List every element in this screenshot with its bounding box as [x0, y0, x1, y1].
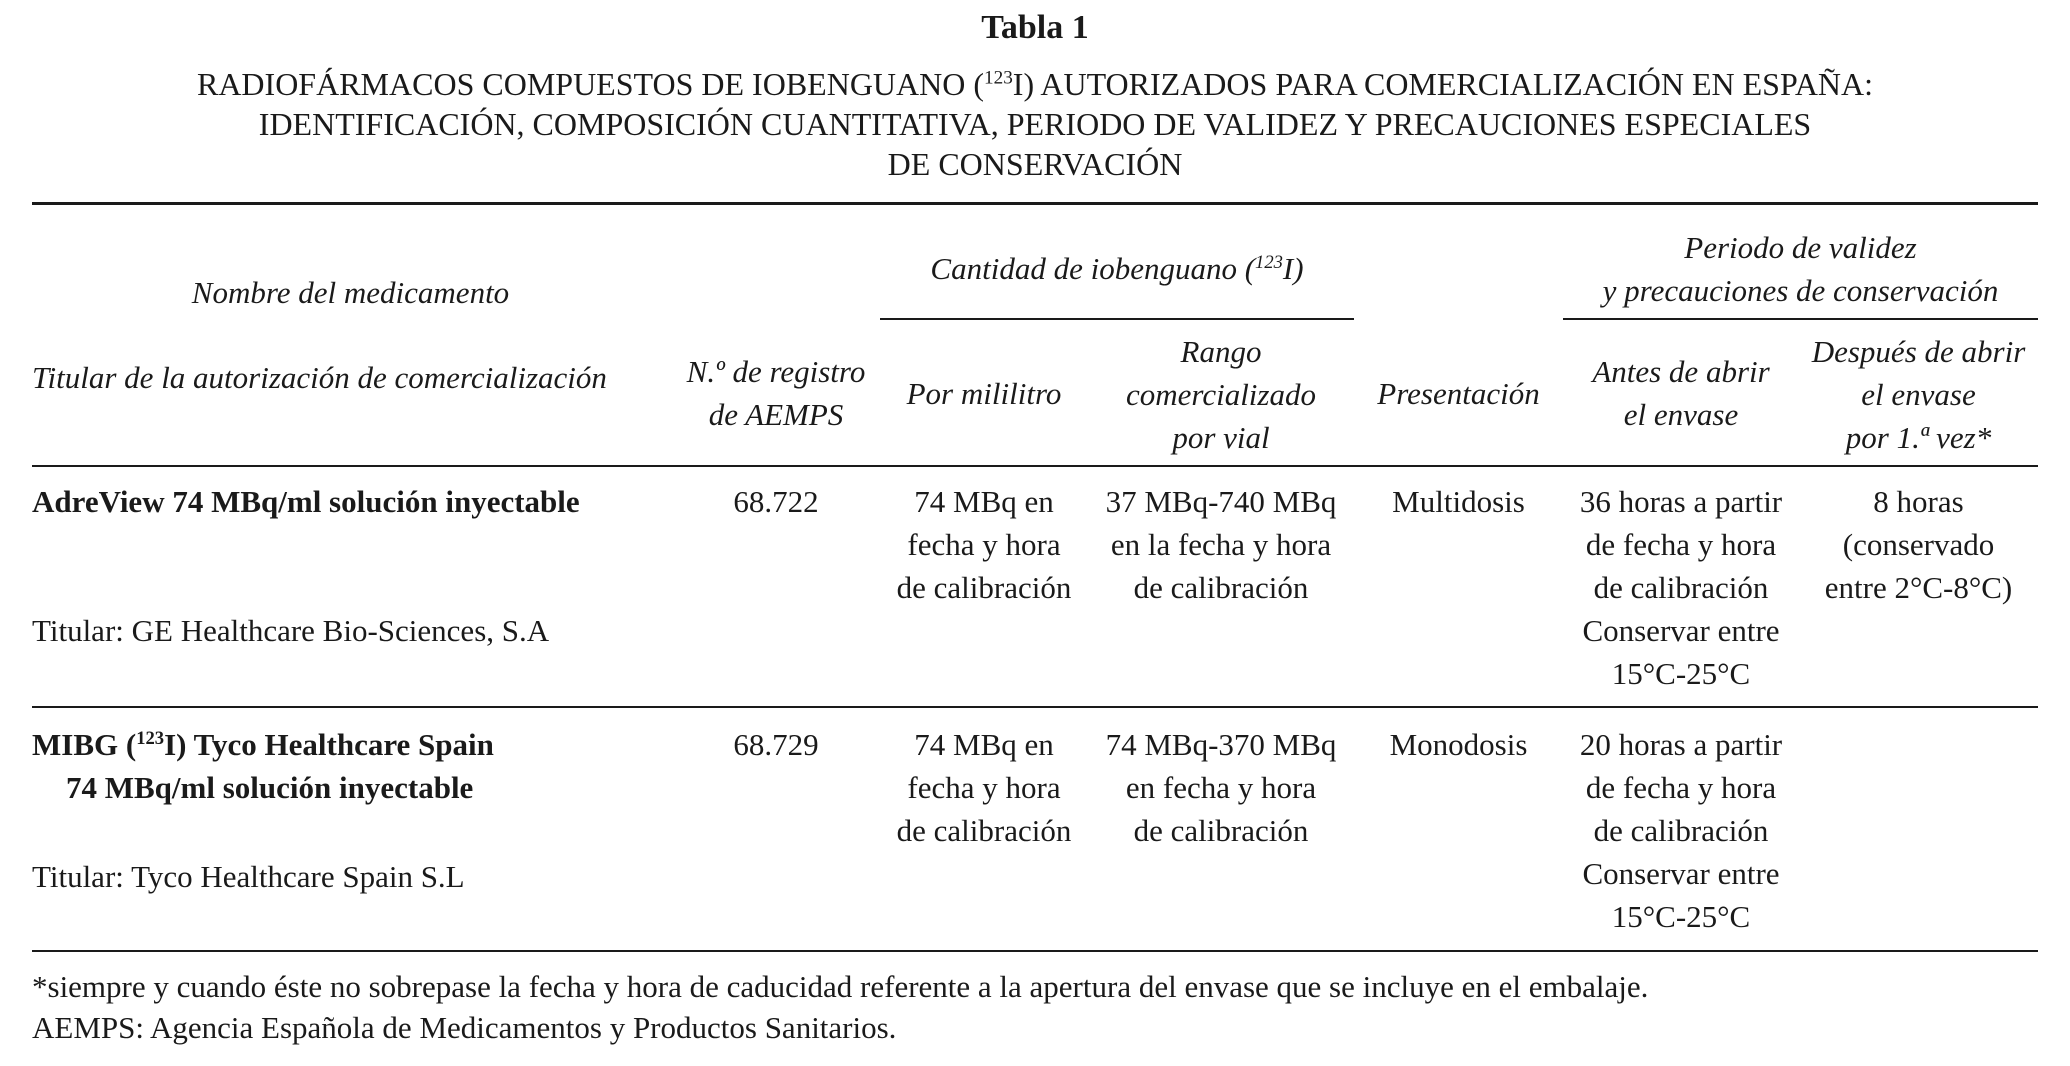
- row-2-antes-line-3: de calibración: [1593, 813, 1769, 848]
- table-bottom-rule: [32, 950, 2038, 952]
- header-presentacion: Presentación: [1377, 376, 1540, 411]
- row-1-por-ml: [880, 480, 1088, 609]
- header-rango-line-1: Rango: [1180, 334, 1262, 369]
- row-1-despues-line-1: 8 horas: [1873, 484, 1964, 519]
- row-1-por-ml-line-1: 74 MBq en: [914, 484, 1054, 519]
- row-2-rango-line-2: en fecha y hora: [1125, 770, 1317, 805]
- header-despues-line-3: por 1.ª vez*: [1845, 420, 1992, 455]
- row-2-por-ml: [880, 723, 1088, 852]
- header-rango-line-3: por vial: [1172, 420, 1270, 455]
- row-1-antes: [1563, 480, 1799, 695]
- row-1-antes-line-3: de calibración: [1593, 570, 1769, 605]
- header-despues-line-1: Después de abrir: [1811, 334, 2026, 369]
- header-validez-line-2: y precauciones de conservación: [1602, 273, 1999, 308]
- row-2-por-ml-line-3: de calibración: [896, 813, 1072, 848]
- row-1-rango: [1088, 480, 1354, 609]
- row-2-registro: 68.729: [733, 727, 819, 762]
- header-validez-group: [1563, 226, 2038, 312]
- row-1-antes-line-4: Conservar entre: [1582, 613, 1780, 648]
- header-rango: [1088, 330, 1354, 459]
- subtitle-line-2: IDENTIFICACIÓN, COMPOSICIÓN CUANTITATIVA, PERIODO DE VALIDEZ Y PRECAUCIONES ESPECIALES: [258, 106, 1812, 142]
- row-2-nombre-line-2: 74 MBq/ml solución inyectable: [66, 770, 474, 805]
- header-nombre: Nombre del medicamento: [191, 275, 510, 310]
- header-despues: [1799, 330, 2038, 459]
- header-registro-line-2: de AEMPS: [708, 397, 844, 432]
- row-2-antes-line-1: 20 horas a partir: [1579, 727, 1783, 762]
- header-por-ml: Por mililitro: [906, 376, 1062, 411]
- header-antes: [1563, 350, 1799, 436]
- cantidad-group-rule: [880, 318, 1354, 320]
- subtitle-line-3: DE CONSERVACIÓN: [887, 146, 1183, 182]
- header-bottom-rule: [32, 465, 2038, 467]
- header-antes-line-2: el envase: [1623, 397, 1739, 432]
- row-1-por-ml-line-2: fecha y hora: [907, 527, 1061, 562]
- row-1-despues: [1799, 480, 2038, 609]
- row-2-titular: Titular: Tyco Healthcare Spain S.L: [32, 859, 465, 894]
- row-2-nombre: [32, 723, 672, 809]
- header-registro-line-1: N.º de registro: [686, 354, 866, 389]
- row-2-rango-line-3: de calibración: [1133, 813, 1309, 848]
- row-1-registro: 68.722: [733, 484, 819, 519]
- header-validez-line-1: Periodo de validez: [1684, 230, 1917, 265]
- row-1-rango-line-1: 37 MBq-740 MBq: [1105, 484, 1337, 519]
- table-title: Tabla 1: [981, 9, 1089, 46]
- row-2-antes-line-2: de fecha y hora: [1585, 770, 1777, 805]
- row-1-titular: Titular: GE Healthcare Bio-Sciences, S.A: [32, 613, 550, 648]
- header-rango-line-2: comercializado: [1126, 377, 1316, 412]
- row-2-rango: [1088, 723, 1354, 852]
- header-registro: [672, 350, 880, 436]
- row-1-nombre: [32, 480, 672, 523]
- row-2-presentacion: Monodosis: [1389, 727, 1528, 762]
- row-2-por-ml-line-1: 74 MBq en: [914, 727, 1054, 762]
- table-subtitle: [0, 64, 2070, 184]
- footnote-1: *siempre y cuando éste no sobrepase la fecha y hora de caducidad referente a la apertura del envase que se incluye en el embalaje.: [32, 969, 1649, 1004]
- row-1-antes-line-5: 15°C-25°C: [1611, 656, 1751, 691]
- row-2-antes-line-5: 15°C-25°C: [1611, 899, 1751, 934]
- table-top-rule: [32, 202, 2038, 205]
- row-1-nombre-line-1: AdreView 74 MBq/ml solución inyectable: [32, 484, 580, 519]
- row-1-antes-line-2: de fecha y hora: [1585, 527, 1777, 562]
- validez-group-rule: [1563, 318, 2038, 320]
- row-1-despues-line-3: entre 2°C-8°C): [1824, 570, 2013, 605]
- row-1-por-ml-line-3: de calibración: [896, 570, 1072, 605]
- subtitle-line-1: RADIOFÁRMACOS COMPUESTOS DE IOBENGUANO ($^{123}$I) AUTORIZADOS PARA COMERCIALIZACIÓN EN ESPAÑA:: [196, 66, 1874, 102]
- header-antes-line-1: Antes de abrir: [1592, 354, 1770, 389]
- header-titular: Titular de la autorización de comercialización: [32, 360, 607, 395]
- header-cantidad-group: Cantidad de iobenguano ($^{123}$I): [930, 251, 1304, 286]
- row-1-antes-line-1: 36 horas a partir: [1579, 484, 1783, 519]
- row-1-presentacion: Multidosis: [1392, 484, 1525, 519]
- row-2-nombre-line-1: MIBG ($^{123}$I) Tyco Healthcare Spain: [32, 727, 494, 762]
- row-1-despues-line-2: (conservado: [1842, 527, 1995, 562]
- row-2-antes-line-4: Conservar entre: [1582, 856, 1780, 891]
- header-despues-line-2: el envase: [1861, 377, 1976, 412]
- table-footnotes: [32, 966, 1648, 1048]
- row-2-por-ml-line-2: fecha y hora: [907, 770, 1061, 805]
- footnote-2: AEMPS: Agencia Española de Medicamentos y Productos Sanitarios.: [32, 1010, 897, 1045]
- row-1-rango-line-3: de calibración: [1133, 570, 1309, 605]
- row-separator-rule: [32, 706, 2038, 708]
- row-1-rango-line-2: en la fecha y hora: [1110, 527, 1332, 562]
- row-2-rango-line-1: 74 MBq-370 MBq: [1105, 727, 1337, 762]
- row-2-antes: [1563, 723, 1799, 938]
